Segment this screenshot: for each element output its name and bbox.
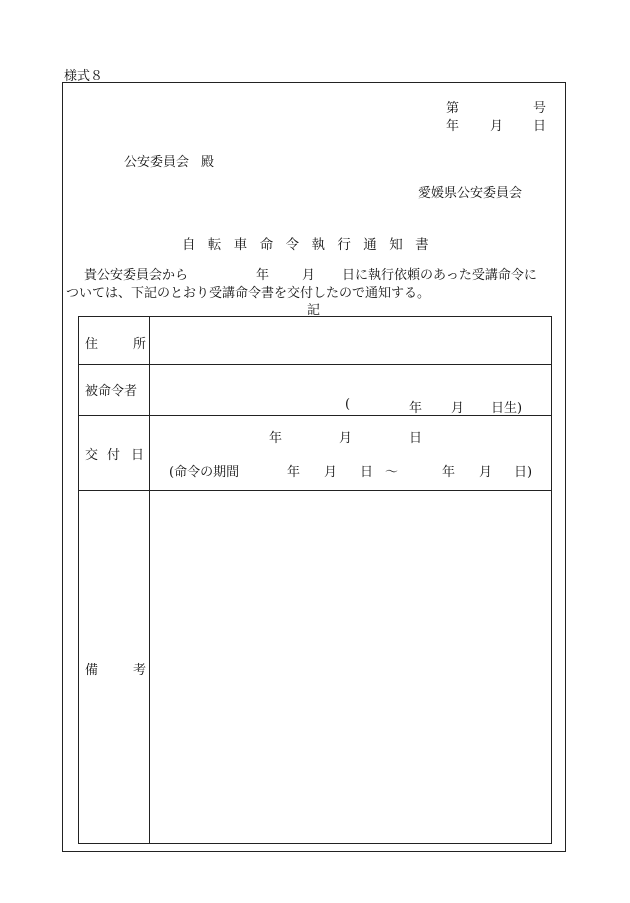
period-label: (命令の期間: [169, 465, 240, 480]
birth-month: 月: [451, 401, 465, 416]
body-month: 月: [302, 268, 316, 283]
period-start-day: 日: [360, 465, 374, 480]
period-end-month: 月: [479, 465, 493, 480]
period-start-month: 月: [324, 465, 338, 480]
label-column-divider: [149, 317, 150, 843]
body-line-1-start: 貴公安委員会から: [84, 268, 189, 283]
body-line-2: ついては、下記のとおり受講命令書を交付したので通知する。: [66, 286, 431, 301]
body-year: 年: [256, 268, 270, 283]
period-tilde: ～: [385, 465, 399, 480]
document-title: 自転車命令執行通知書: [182, 237, 441, 253]
sender: 愛媛県公安委員会: [418, 186, 523, 201]
form-number: 様式８: [64, 69, 104, 84]
addressee: [124, 151, 214, 170]
date-day: 日: [532, 119, 546, 134]
document-number: [446, 97, 546, 116]
period-end-year: 年: [442, 465, 456, 480]
issue-day: 日: [409, 431, 423, 446]
date-month: 月: [490, 119, 504, 134]
notice-table: 住 所 被命令者 ( 年 月 日生) 交 付 日 年 月 日 (命令の期間 年 月 日 ～ 年 月 日) 備 考: [78, 316, 552, 844]
body-line-1: [84, 264, 537, 283]
issue-month: 月: [339, 431, 353, 446]
addressee-name: 公安委員会: [124, 155, 190, 170]
body-line-1-rest: 日に執行依頼のあった受講命令に: [342, 268, 537, 283]
date-year: 年: [446, 119, 460, 134]
row-divider: [79, 364, 551, 365]
birth-year: 年: [409, 401, 423, 416]
row-divider: [79, 415, 551, 416]
issue-year: 年: [269, 431, 283, 446]
person-label: 被命令者: [85, 384, 138, 399]
period-end-day: 日): [514, 465, 533, 480]
ki-marker: 記: [307, 303, 321, 318]
addressee-honorific: 殿: [201, 155, 215, 170]
birth-day: 日生): [491, 401, 523, 416]
number-prefix: 第: [446, 101, 460, 116]
birthdate-open: (: [345, 397, 351, 412]
row-divider: [79, 490, 551, 491]
number-suffix: 号: [532, 101, 546, 116]
period-start-year: 年: [287, 465, 301, 480]
